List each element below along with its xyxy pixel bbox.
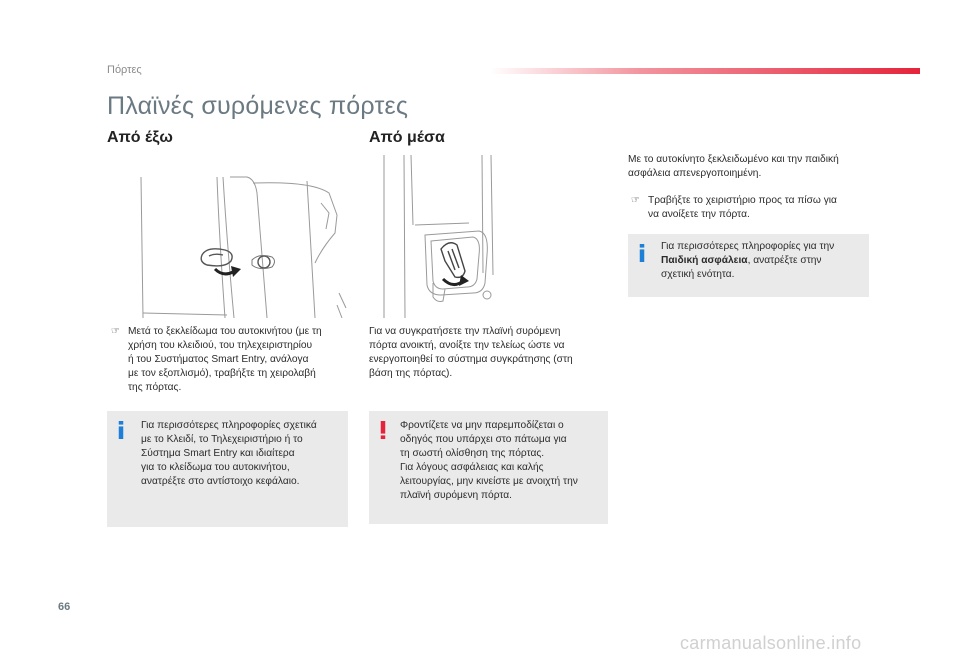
text-line: της πόρτας. — [128, 382, 182, 393]
text-line: Τραβήξτε το χειριστήριο προς τα πίσω για — [648, 195, 837, 206]
info-box-child-lock — [628, 234, 869, 297]
text-line: με τον εξοπλισμό), τραβήξτε τη χειρολαβή — [128, 368, 316, 379]
text-line: ή του Συστήματος Smart Entry, ανάλογα — [128, 354, 309, 365]
text-line — [661, 254, 834, 268]
text-line: τη σωστή ολίσθηση της πόρτας. — [400, 448, 545, 459]
text-line: ασφάλεια απενεργοποιημένη. — [628, 168, 762, 179]
text-line: Για να συγκρατήσετε την πλαϊνή συρόμενη — [369, 326, 561, 337]
text-line: να ανοίξετε την πόρτα. — [648, 209, 750, 220]
info-box-outside — [107, 411, 348, 527]
text-line: Μετά το ξεκλείδωμα του αυτοκινήτου (με τη — [128, 326, 322, 337]
text-line: Για περισσότερες πληροφορίες σχετικά — [141, 420, 317, 431]
outside-bullet — [111, 325, 351, 400]
heading-outside: Από έξω — [107, 129, 173, 146]
text-line: χρήση του κλειδιού, του τηλεχειριστηρίου — [128, 340, 313, 351]
text-line: βάση της πόρτας). — [369, 368, 453, 379]
child-lock-bullet — [631, 194, 876, 224]
text-line: οδηγός που υπάρχει στο πάτωμα για — [400, 434, 567, 445]
inside-text — [369, 325, 609, 381]
text-line: Για περισσότερες πληροφορίες για την — [661, 241, 835, 252]
info-box-outside-text — [141, 419, 317, 489]
text-line: Για λόγους ασφάλειας και καλής — [400, 462, 544, 473]
warning-box-inside — [369, 411, 608, 524]
outside-door-illustration — [107, 173, 349, 318]
page-number: 66 — [58, 601, 71, 613]
info-icon — [638, 244, 646, 262]
text-line: πόρτα ανοικτή, ανοίξτε την τελείως ώστε να — [369, 340, 565, 351]
warning-icon — [379, 421, 387, 439]
arrow-bullet-icon: ☞ — [111, 326, 120, 337]
outside-bullet-text — [128, 325, 322, 395]
text-line: για το κλείδωμα του αυτοκινήτου, — [141, 462, 290, 473]
arrow-bullet-icon: ☞ — [631, 195, 640, 206]
child-lock-bullet-text — [648, 194, 837, 222]
text-line: σχετική ενότητα. — [661, 269, 735, 280]
header-accent-bar — [490, 68, 920, 74]
text-line: ενεργοποιηθεί το σύστημα συγκράτησης (στη — [369, 354, 573, 365]
text-line: λειτουργίας, μην κινείστε με ανοιχτή την — [400, 476, 578, 487]
info-icon — [117, 421, 125, 439]
watermark: carmanualsonline.info — [680, 633, 862, 653]
text-line: πλαϊνή συρόμενη πόρτα. — [400, 490, 512, 501]
child-lock-intro — [628, 153, 878, 181]
warning-box-inside-text — [400, 419, 578, 503]
section-label: Πόρτες — [107, 64, 142, 76]
child-lock-term: Παιδική ασφάλεια — [661, 255, 748, 266]
text-line: Με το αυτοκίνητο ξεκλειδωμένο και την παιδική — [628, 154, 839, 165]
text-line: Φροντίζετε να μην παρεμποδίζεται ο — [400, 420, 564, 431]
inside-door-illustration — [369, 155, 529, 318]
text-line: Σύστημα Smart Entry και ιδιαίτερα — [141, 448, 295, 459]
heading-inside: Από μέσα — [369, 129, 445, 146]
info-box-child-lock-text — [661, 240, 834, 282]
text-span: , ανατρέξτε στην — [747, 255, 822, 266]
text-line: με το Κλειδί, το Τηλεχειριστήριο ή το — [141, 434, 303, 445]
page-title: Πλαϊνές συρόμενες πόρτες — [107, 92, 409, 120]
text-line: ανατρέξτε στο αντίστοιχο κεφάλαιο. — [141, 476, 300, 487]
